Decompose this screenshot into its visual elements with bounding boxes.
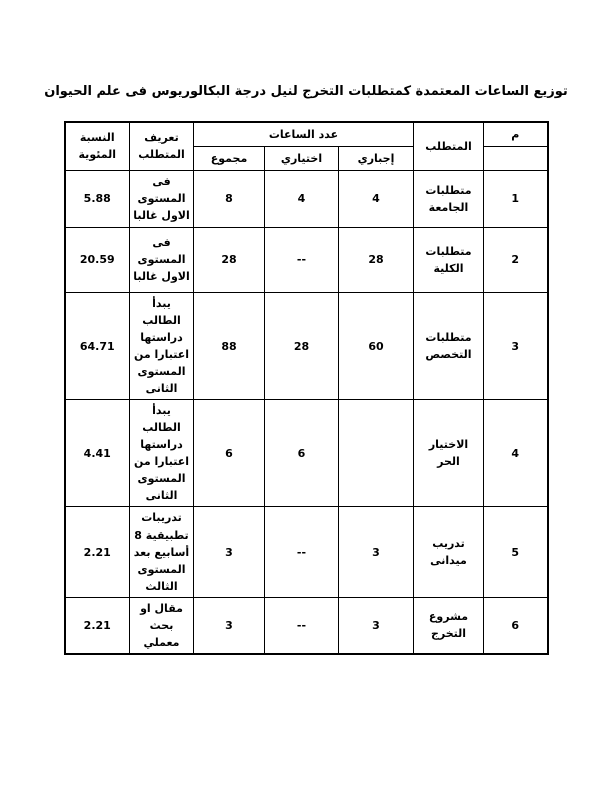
cell-percentage: 20.59 [65,227,130,292]
header-mandatory-hours: إجباري [339,146,414,170]
header-percentage: النسبة المئوية [65,122,130,171]
cell-index: 3 [484,292,548,399]
cell-index: 2 [484,227,548,292]
cell-requirement: مشروع التخرج [414,597,484,654]
cell-definition: يبدأ الطالب دراستها اعتبارا من المستوى الثانى [130,292,194,399]
cell-elective: 4 [265,170,339,227]
table-row [65,400,548,507]
header-requirement: المتطلب [414,122,484,171]
cell-definition: تدريبات تطبيقية 8 أسابيع بعد المستوى الثالث [130,507,194,597]
header-index: م [484,122,548,147]
cell-mandatory [339,400,414,507]
cell-requirement: تدريب ميدانى [414,507,484,597]
cell-elective: -- [265,507,339,597]
credit-hours-table [64,121,549,655]
cell-index: 4 [484,400,548,507]
cell-elective: 6 [265,400,339,507]
cell-percentage: 4.41 [65,400,130,507]
cell-mandatory: 3 [339,507,414,597]
table-row [65,507,548,597]
table-row [65,292,548,399]
table-header [65,122,548,171]
cell-total: 8 [194,170,265,227]
cell-elective: -- [265,227,339,292]
header-row-top [65,122,548,147]
cell-definition: فى المستوى الاول غالبا [130,227,194,292]
cell-percentage: 64.71 [65,292,130,399]
cell-percentage: 5.88 [65,170,130,227]
cell-elective: 28 [265,292,339,399]
cell-elective: -- [265,597,339,654]
cell-percentage: 2.21 [65,507,130,597]
cell-mandatory: 28 [339,227,414,292]
cell-total: 3 [194,597,265,654]
cell-total: 28 [194,227,265,292]
header-hours-group: عدد الساعات [194,122,414,147]
cell-total: 3 [194,507,265,597]
cell-requirement: متطلبات الجامعة [414,170,484,227]
cell-definition: مقال او بحث معملي [130,597,194,654]
cell-requirement: متطلبات الكلية [414,227,484,292]
header-elective-hours: اختياري [265,146,339,170]
cell-requirement: متطلبات التخصص [414,292,484,399]
table-row [65,597,548,654]
cell-total: 6 [194,400,265,507]
cell-definition: يبدأ الطالب دراستها اعتبارا من المستوى الثانى [130,400,194,507]
cell-mandatory: 4 [339,170,414,227]
cell-mandatory: 3 [339,597,414,654]
table-row [65,227,548,292]
header-total-hours: مجموع [194,146,265,170]
cell-requirement: الاختيار الحر [414,400,484,507]
header-definition: تعريف المتطلب [130,122,194,171]
cell-index: 6 [484,597,548,654]
cell-total: 88 [194,292,265,399]
cell-index: 5 [484,507,548,597]
table-body [65,170,548,653]
cell-mandatory: 60 [339,292,414,399]
header-index-empty [484,146,548,170]
cell-percentage: 2.21 [65,597,130,654]
cell-definition: فى المستوى الاول غالبا [130,170,194,227]
page-title: توزيع الساعات المعتمدة كمتطلبات التخرج لنيل درجة البكالوريوس فى علم الحيوان [44,84,568,99]
table-row [65,170,548,227]
cell-index: 1 [484,170,548,227]
